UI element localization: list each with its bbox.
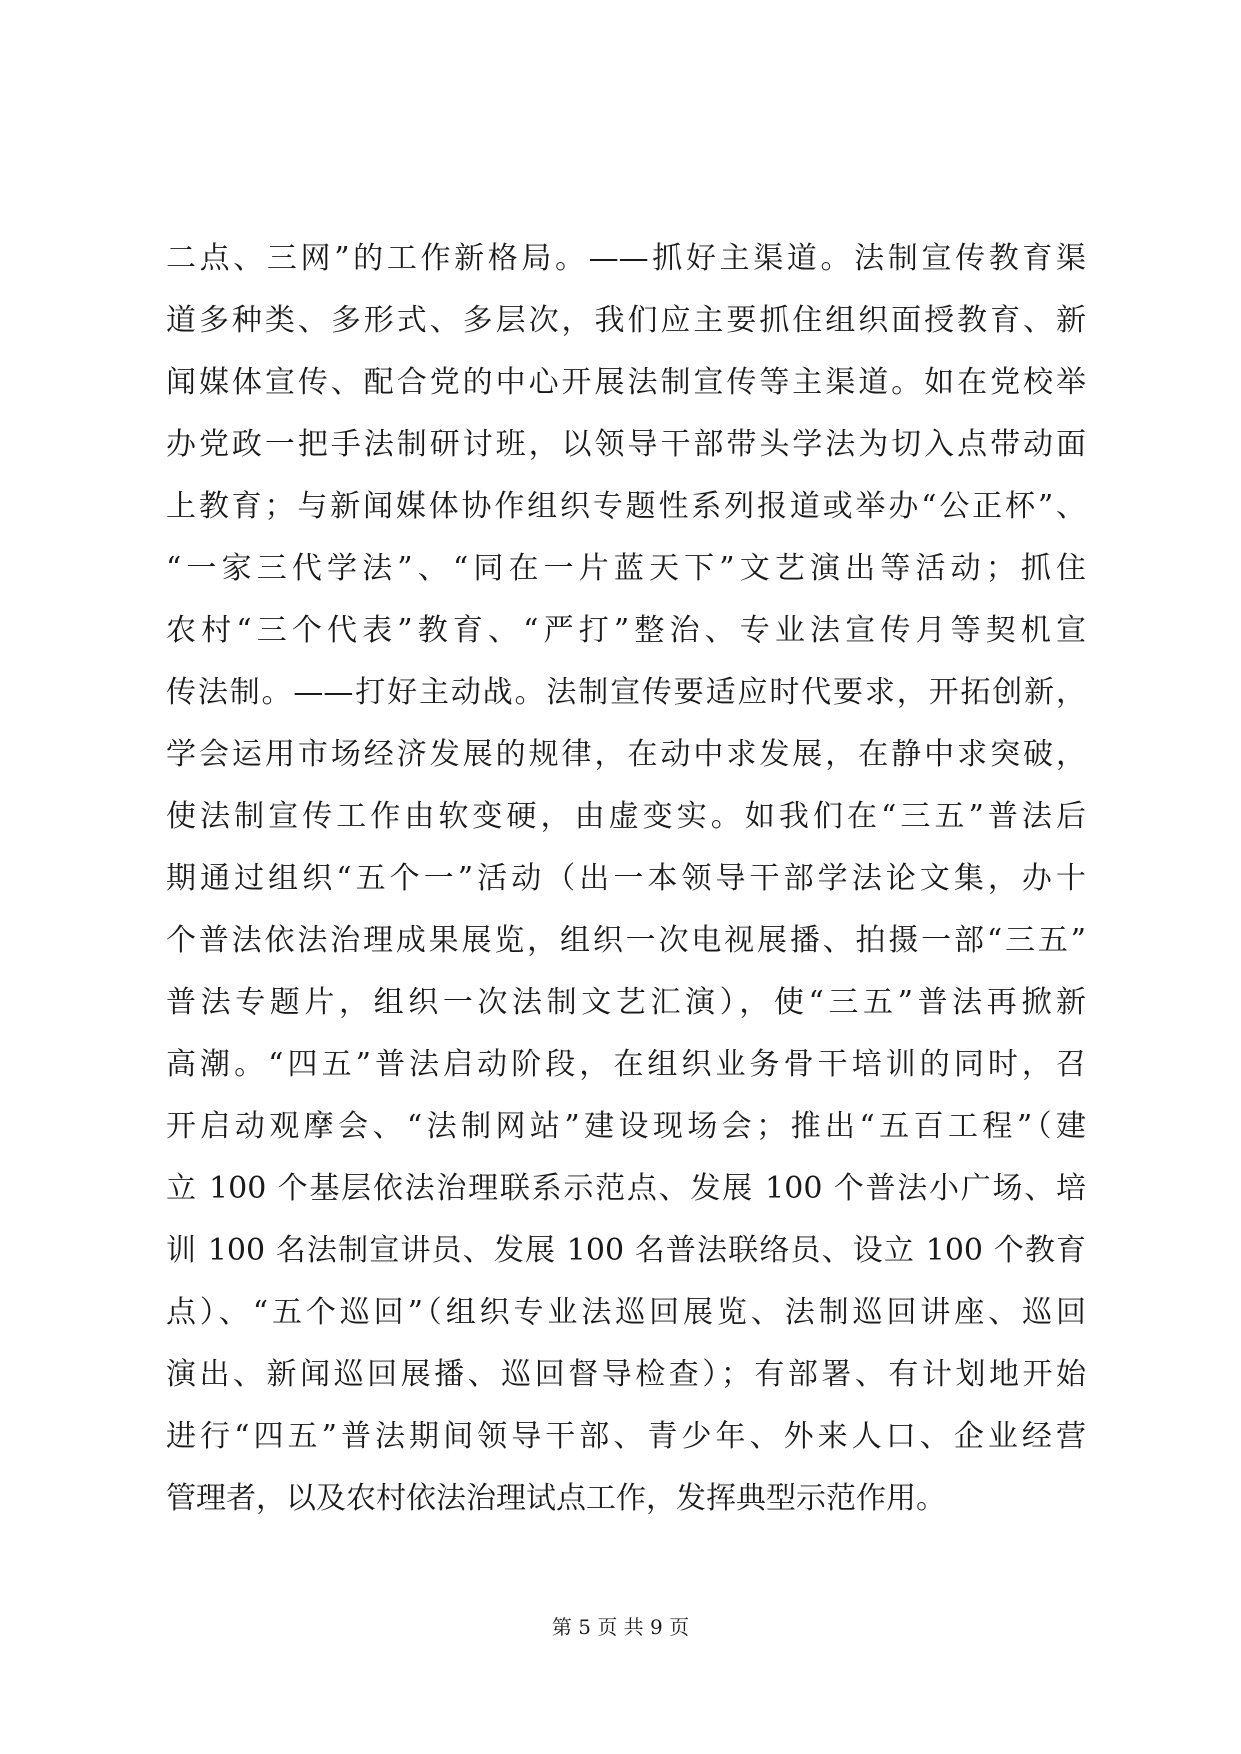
text-line: 立 100 个基层依法治理联系示范点、发展 100 个普法小广场、培 bbox=[166, 1171, 1086, 1206]
text-line: 学会运用市场经济发展的规律，在动中求发展，在静中求突破， bbox=[166, 737, 1086, 772]
text-line: 点）、“五个巡回”（组织专业法巡回展览、法制巡回讲座、巡回 bbox=[166, 1295, 1086, 1330]
text-line: 上教育；与新闻媒体协作组织专题性系列报道或举办“公正杯”、 bbox=[166, 489, 1086, 524]
text-line: “一家三代学法”、“同在一片蓝天下”文艺演出等活动；抓住 bbox=[166, 551, 1086, 586]
text-line: 道多种类、多形式、多层次，我们应主要抓住组织面授教育、新 bbox=[166, 303, 1086, 338]
text-line: 使法制宣传工作由软变硬，由虚变实。如我们在“三五”普法后 bbox=[166, 799, 1086, 834]
page-number-footer: 第 5 页 共 9 页 bbox=[551, 1615, 690, 1639]
text-line: 农村“三个代表”教育、“严打”整治、专业法宣传月等契机宣 bbox=[166, 613, 1086, 648]
text-line: 训 100 名法制宣讲员、发展 100 名普法联络员、设立 100 个教育 bbox=[166, 1233, 1086, 1268]
text-line: 演出、新闻巡回展播、巡回督导检查）；有部署、有计划地开始 bbox=[166, 1357, 1086, 1392]
text-line: 期通过组织“五个一”活动（出一本领导干部学法论文集，办十 bbox=[166, 861, 1086, 896]
text-line: 闻媒体宣传、配合党的中心开展法制宣传等主渠道。如在党校举 bbox=[166, 365, 1086, 400]
text-line: 高潮。“四五”普法启动阶段，在组织业务骨干培训的同时，召 bbox=[166, 1047, 1086, 1082]
text-line: 普法专题片，组织一次法制文艺汇演），使“三五”普法再掀新 bbox=[166, 985, 1086, 1020]
text-line: 二点、三网”的工作新格局。——抓好主渠道。法制宣传教育渠 bbox=[166, 241, 1086, 276]
text-line: 管理者，以及农村依法治理试点工作，发挥典型示范作用。 bbox=[166, 1481, 946, 1516]
text-line: 开启动观摩会、“法制网站”建设现场会；推出“五百工程”（建 bbox=[166, 1109, 1086, 1144]
text-line: 办党政一把手法制研讨班，以领导干部带头学法为切入点带动面 bbox=[166, 427, 1086, 462]
text-line: 传法制。——打好主动战。法制宣传要适应时代要求，开拓创新， bbox=[166, 675, 1086, 710]
text-line: 进行“四五”普法期间领导干部、青少年、外来人口、企业经营 bbox=[166, 1419, 1086, 1454]
body-paragraph bbox=[166, 228, 1086, 1530]
text-line: 个普法依法治理成果展览，组织一次电视展播、拍摄一部“三五” bbox=[166, 923, 1086, 958]
